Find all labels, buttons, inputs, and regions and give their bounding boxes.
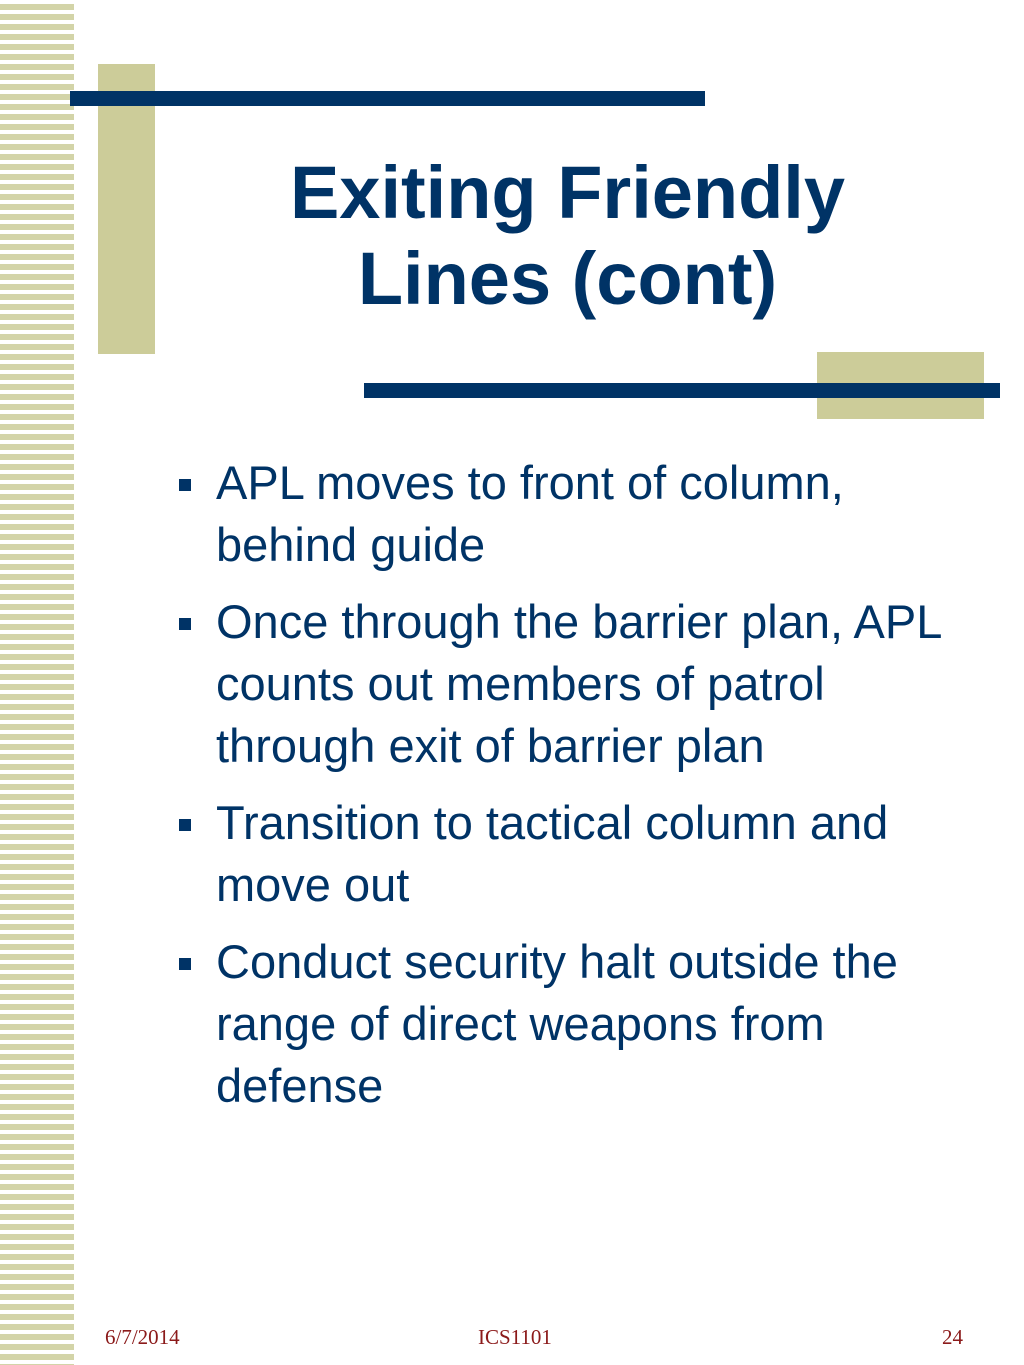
square-bullet-icon [179,819,191,831]
bullet-text: APL moves to front of column, behind guide [216,456,844,571]
bullet-item [175,931,965,1117]
square-bullet-icon [179,479,191,491]
square-bullet-icon [179,958,191,970]
footer-course-code: ICS1101 [478,1325,552,1349]
bullet-item [175,792,965,916]
bullet-text: Transition to tactical column and move out [216,796,889,911]
title-rule-bottom [364,383,1000,398]
bullet-item [175,591,965,777]
decorative-block-left [98,64,155,354]
title-rule-top [70,91,705,106]
slide-title [200,150,935,322]
square-bullet-icon [179,618,191,630]
bullet-item [175,452,965,576]
footer-date: 6/7/2014 [105,1325,180,1349]
decorative-stripes [0,0,74,1365]
slide-title-line-2: Lines (cont) [357,237,778,320]
bullet-text: Once through the barrier plan, APL counts out members of patrol through exit of barrier plan [216,595,941,772]
footer-page-number: 24 [942,1325,963,1349]
bullet-list [175,452,965,1132]
bullet-text: Conduct security halt outside the range of direct weapons from defense [216,935,898,1112]
slide-title-line-1: Exiting Friendly [289,151,846,234]
